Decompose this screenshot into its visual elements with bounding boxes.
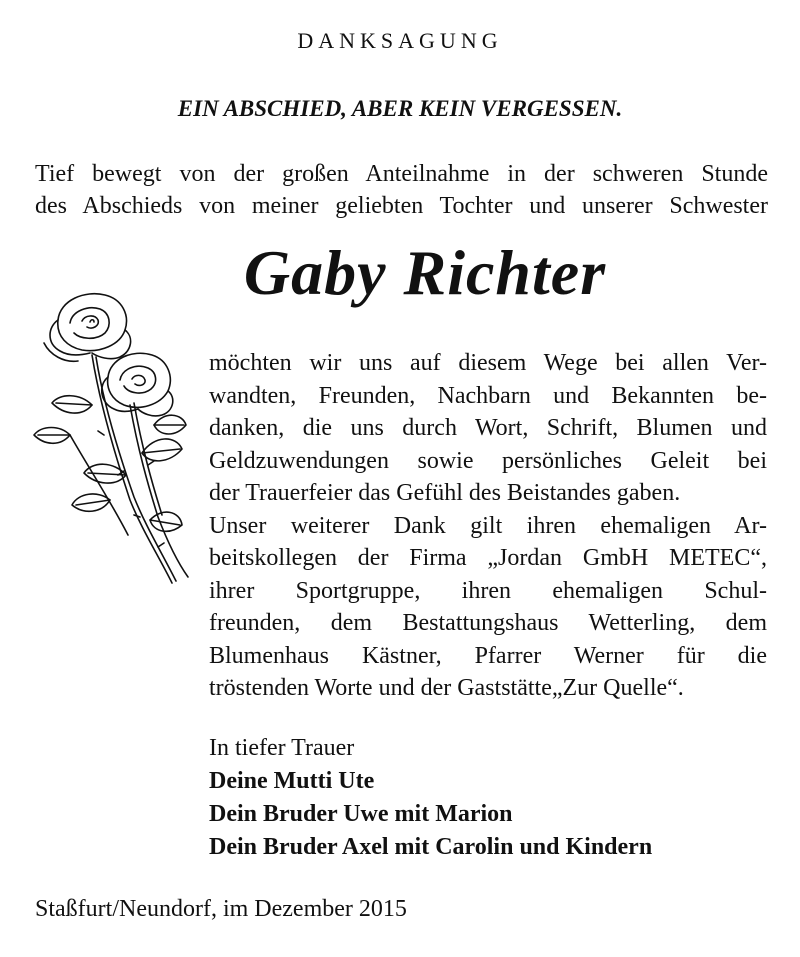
thanks-line: danken, die uns durch Wort, Schrift, Blumen und: [209, 415, 767, 441]
deceased-name: Gaby Richter: [243, 237, 607, 308]
thanks-line: freunden, dem Bestattungshaus Wetterling, dem: [209, 610, 767, 636]
thanks-line: beitskollegen der Firma „Jordan GmbH METEC“,: [209, 545, 767, 571]
signer-name: Dein Bruder Uwe mit Marion: [209, 801, 513, 827]
thanks-line: wandten, Freunden, Nachbarn und Bekannten be-: [209, 382, 767, 409]
place-date: Staßfurt/Neundorf, im Dezember 2015: [35, 896, 407, 922]
intro-text: [35, 158, 768, 222]
thanks-line: ihrer Sportgruppe, ihren ehemaligen Schul-: [209, 577, 767, 604]
intro-line: Tief bewegt von der großen Anteilnahme in der schweren Stunde: [35, 161, 768, 187]
mourning-greeting: In tiefer Trauer: [209, 735, 355, 761]
signer-name: Deine Mutti Ute: [209, 768, 375, 794]
closing-block: [209, 732, 652, 864]
signer-name: Dein Bruder Axel mit Carolin und Kindern: [209, 834, 653, 860]
notice-heading: DANKSAGUNG: [297, 28, 503, 53]
thanks-line: Unser weiterer Dank gilt ihren ehemaligen Ar-: [209, 512, 767, 539]
roses-icon: [30, 285, 195, 590]
intro-line: des Abschieds von meiner geliebten Tochter und unserer Schwester: [35, 193, 768, 219]
thanks-line: der Trauerfeier das Gefühl des Beistandes gaben.: [209, 480, 681, 506]
thanks-line: möchten wir uns auf diesem Wege bei allen Ver-: [209, 350, 767, 376]
thanks-line: Geldzuwendungen sowie persönliches Geleit bei: [209, 447, 767, 474]
thanks-line: Blumenhaus Kästner, Pfarrer Werner für die: [209, 642, 767, 669]
thanks-line: tröstenden Worte und der Gaststätte„Zur Quelle“.: [209, 675, 684, 701]
notice-motto: EIN ABSCHIED, ABER KEIN VERGESSEN.: [177, 96, 623, 121]
thanks-text: [209, 347, 767, 705]
